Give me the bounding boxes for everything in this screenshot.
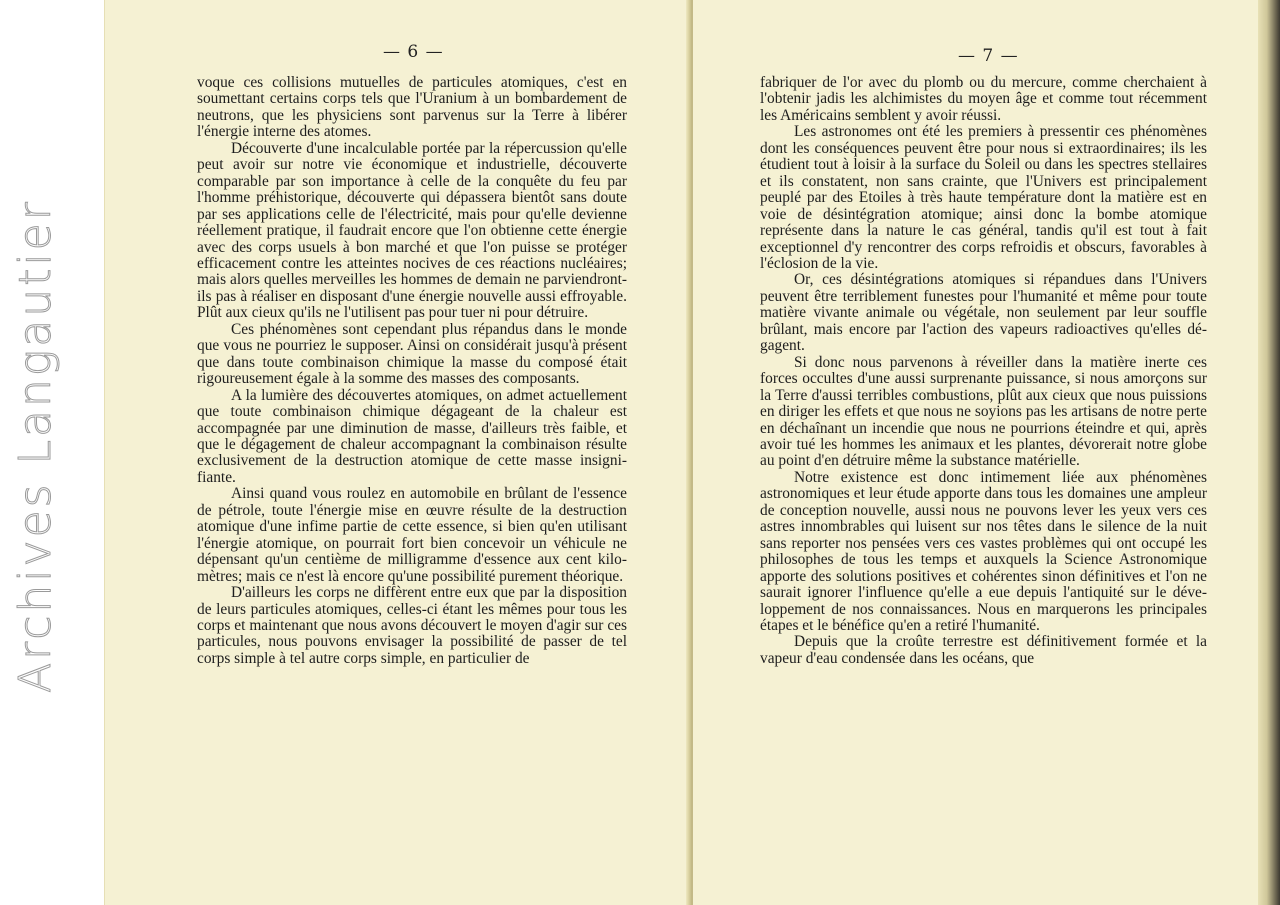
page-edge-shadow xyxy=(1258,0,1280,905)
paragraph: Depuis que la croûte terrestre est définitivement formée et la vapeur d'eau condensée dans les océans, que xyxy=(760,633,1207,667)
paragraph: Ces phénomènes sont cependant plus répandus dans le monde que vous ne pourriez le supposer. Ainsi on considérait jusqu'à présent que dans toute combinaison chimique la masse du composé était rigoureusement égale à la somme des masses des composants. xyxy=(197,320,627,388)
paragraph: Ainsi quand vous roulez en automobile en brûlant de l'essence de pétrole, toute l'énergie mise en œuvre résulte de la destruction atomique d'une infime partie de cette essence, si bien qu'en utilisant l'énergie atomique, on pourrait fort bien concevoir un véhicule ne dépensant qu'un centième de milligramme d'essence aux cent kilomètres; mais ce n'est là encore qu'une possibilité purement théorique. xyxy=(197,485,627,585)
paragraph: A la lumière des découvertes atomiques, on admet actuellement que toute combinaison chimique dégageant de la chaleur est accompagnée par une diminution de masse, d'ailleurs très faible, et que le dégagement de chaleur accompagnant la combinaison résulte exclusivement de la destruction atomique de cette masse insignifiante. xyxy=(197,386,627,486)
page-number: — 6 — xyxy=(383,42,444,62)
paragraph: voque ces collisions mutuelles de particules atomiques, c'est en soumettant certains corps tels que l'Uranium à un bombardement de neutrons, que les physiciens sont parvenus sur la Terre à libérer l'énergie interne des atomes. xyxy=(197,74,627,141)
paragraph: D'ailleurs les corps ne diffèrent entre eux que par la disposition de leurs particules atomiques, celles-ci étant les mêmes pour tous les corps et maintenant que nous avons découvert le moyen d'agir sur ces particules, nous pouvons envisager la possibilité de passer de tel corps simple à tel autre corps simple, en particulier de xyxy=(197,584,627,667)
paragraph: fabriquer de l'or avec du plomb ou du mercure, comme cherchaient à l'obtenir jadis les alchimistes du moyen âge et comme tout récemment les Américains semblent y avoir réussi. xyxy=(760,74,1207,124)
left-page xyxy=(104,0,693,905)
page-text xyxy=(197,75,627,667)
paragraph: Si donc nous parvenons à réveiller dans la matière inerte ces forces occultes d'une aussi surprenante puissance, si nous amorçons sur la Terre d'aussi terribles combustions, plût aux cieux que nous puissions en diriger les effets et que nous ne soyions pas les artisans de notre perte en déchaînant un incendie que nous ne pourrions éteindre et qui, après avoir tué les hommes les animaux et les plantes, dévorerait notre globe au point d'en détruire même la substance matérielle. xyxy=(760,353,1207,470)
paragraph: Les astronomes ont été les premiers à pressentir ces phénomènes dont les conséquences peuvent être pour nous si extraordinaires; ils les étudient tout à loisir à la surface du Soleil ou dans les spectres stellaires et ils constatent, non sans crainte, que l'Univers est principalement peuplé par des Etoiles à très haute température dont la matière est en voie de désintégration atomique; ainsi donc la bombe atomique représente dans la nature le cas général, tandis qu'il est tout à fait exceptionnel d'y rencontrer des corps refroidis et obscurs, favorables à l'éclosion de la vie. xyxy=(760,123,1207,272)
paragraph: Or, ces désintégrations atomiques si répandues dans l'Univers peuvent être terriblement funestes pour l'humanité et même pour toute matière vivante animale ou végétale, non seulement par leur souffle brûlant, mais encore par l'action des vapeurs radioactives qu'elles dégagent. xyxy=(760,271,1207,355)
page-text xyxy=(760,75,1207,667)
paragraph: Découverte d'une incalculable portée par la répercussion qu'elle peut avoir sur notre vie économique et industrielle, découverte comparable par son importance à celle de la conquête du feu par l'homme préhistorique, découverte qui dépassera bientôt sans doute par ses applications celle de l'électricité, mais pour qu'elle devienne réellement pratique, il faudrait encore que l'on obtienne cette énergie avec des corps usuels à bon marché et que l'on puisse se protéger efficacement contre les atteintes nocives de ces réactions nucléaires; mais alors quelles merveilles les hommes de demain ne parviendront-ils pas à réaliser en disposant d'une énergie nouvelle aussi effroyable. Plût aux cieux qu'ils ne l'utilisent pas pour tuer ni pour détruire. xyxy=(197,139,627,322)
archives-watermark: Archives Langautier xyxy=(10,199,61,693)
right-page xyxy=(693,0,1265,905)
page-number: — 7 — xyxy=(958,46,1019,66)
paragraph: Notre existence est donc intimement liée aux phénomènes astronomiques et leur étude apporte dans tous les domaines une ampleur de conception nouvelle, aussi nous ne pouvons lever les yeux vers ces astres innombrables qui luisent sur nos têtes dans le silence de la nuit sans reporter nos pensées vers ces vastes problèmes qui ont occupé les philosophes de tous les temps et auxquels la Science Astronomique apporte des solutions positives et cohérentes sinon définitives et l'on ne saurait ignorer l'influence qu'elle a eue depuis l'antiquité sur le développement de nos connaissances. Nous en marquerons les principales étapes et le bénéfice qu'en a retiré l'humanité. xyxy=(760,468,1207,634)
